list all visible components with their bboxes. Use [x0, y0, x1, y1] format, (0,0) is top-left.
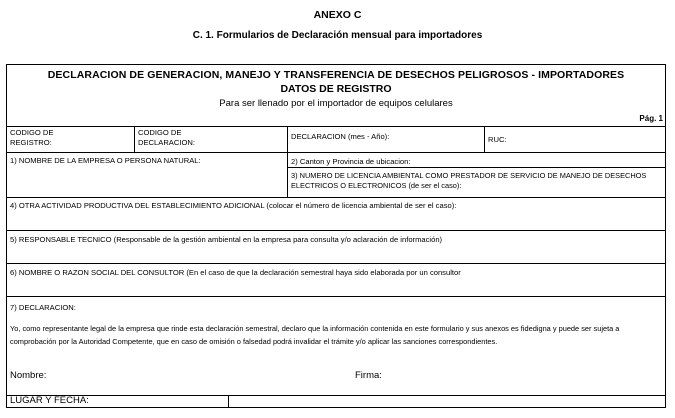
rule-col3	[484, 126, 485, 152]
responsable-tecnico-label: 5) RESPONSABLE TECNICO (Responsable de la gestión ambiental en la empresa para consulta y/o aclaración de información)	[10, 235, 443, 244]
rule-row6-bottom	[6, 296, 666, 297]
codigo-registro-label: CODIGO DE REGISTRO:	[10, 128, 54, 147]
consultor-label: 6) NOMBRE O RAZON SOCIAL DEL CONSULTOR (En el caso de que la declaración semestral haya sido elaborada por un consultor	[10, 268, 461, 277]
rule-col2	[287, 126, 288, 197]
form-subtitle: C. 1. Formularios de Declaración mensual para importadores	[192, 30, 483, 41]
page-number: Pág. 1	[639, 114, 663, 123]
codigo-declaracion-label: CODIGO DE DECLARACION:	[138, 128, 195, 147]
form-section-title: DATOS DE REGISTRO	[280, 83, 392, 95]
declaracion-mes-label: DECLARACION (mes - Año):	[291, 132, 390, 141]
declaracion-title: 7) DECLARACION:	[10, 303, 76, 312]
rule-date-col	[228, 395, 229, 408]
nombre-empresa-label: 1) NOMBRE DE LA EMPRESA O PERSONA NATURAL:	[10, 156, 201, 165]
rule-sign-bottom	[6, 395, 666, 396]
firma-label: Firma:	[355, 370, 382, 381]
form-title: DECLARACION DE GENERACION, MANEJO Y TRANSFERENCIA DE DESECHOS PELIGROSOS - IMPORTADORES	[47, 69, 625, 81]
rule-row1-top	[6, 126, 666, 127]
ruc-label: RUC:	[488, 135, 507, 144]
rule-row5-bottom	[6, 263, 666, 264]
rule-row1-bottom	[6, 152, 666, 153]
form-instruction: Para ser llenado por el importador de equipos celulares	[219, 98, 453, 109]
nombre-label: Nombre:	[10, 370, 47, 381]
declaracion-text: Yo, como representante legal de la empresa que rinde esta declaración semestral, declaro que la información contenida en este formulario y sus anexos es fidedigna y puede ser sujeta a comprobación por la Autoridad Competente, que en caso de omisión o falsedad podrá invalidar el trámite y/o aplicar las sanciones correspondientes.	[10, 324, 620, 346]
rule-row2-bottom	[6, 197, 666, 198]
licencia-ambiental-label: 3) NUMERO DE LICENCIA AMBIENTAL COMO PRESTADOR DE SERVICIO DE MANEJO DE DESECHOS ELECTRICOS O ELECTRONICOS (de ser el caso):	[291, 171, 647, 190]
rule-row4-bottom	[6, 230, 666, 231]
lugar-fecha-label: LUGAR Y FECHA:	[10, 395, 89, 406]
otra-actividad-label: 4) OTRA ACTIVIDAD PRODUCTIVA DEL ESTABLECIMIENTO ADICIONAL (colocar el número de licencia ambiental de ser el caso):	[10, 201, 457, 210]
annex-heading: ANEXO C	[313, 9, 362, 21]
rule-col1	[134, 126, 135, 152]
rule-field2-bottom	[287, 167, 666, 168]
canton-provincia-label: 2) Canton y Provincia de ubicacion:	[291, 157, 411, 166]
